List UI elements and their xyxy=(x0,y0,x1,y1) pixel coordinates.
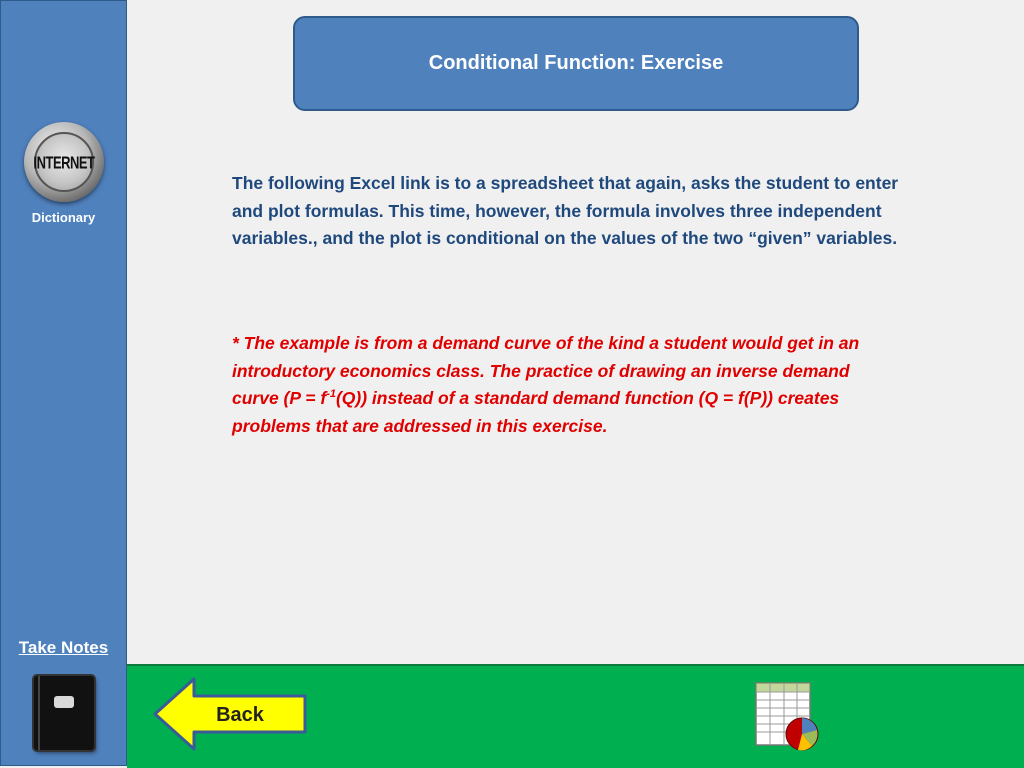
spreadsheet-icon[interactable] xyxy=(752,680,824,752)
take-notes-link[interactable]: Take Notes xyxy=(18,638,109,657)
notebook-icon[interactable] xyxy=(34,676,94,750)
note-text-start: * The example is from a demand curve of the kind a student would get in an introductory economics class. The practice of drawing an inverse demand curve (P = f xyxy=(232,333,860,408)
title-banner xyxy=(293,16,859,111)
note-superscript: -1 xyxy=(326,388,336,401)
dictionary-label[interactable]: Dictionary xyxy=(31,210,96,225)
description-paragraph: The following Excel link is to a spreadsheet that again, asks the student to enter and plot formulas. This time, however, the formula involves three independent variables., and the plot is conditional on the values of the two “given” variables. xyxy=(232,173,899,248)
internet-button-face xyxy=(34,132,94,192)
notebook-spine xyxy=(38,676,40,750)
page-title: Conditional Function: Exercise xyxy=(428,52,724,74)
internet-icon[interactable] xyxy=(24,122,104,202)
note-text-end: (Q)) instead of a standard demand function (Q = f(P)) creates problems that are addressed in this exercise. xyxy=(232,388,840,436)
internet-button-text: INTERNET xyxy=(33,151,95,173)
notebook-tab xyxy=(54,696,74,708)
back-button-label: Back xyxy=(216,704,264,726)
back-button[interactable] xyxy=(152,676,308,752)
example-note-paragraph xyxy=(232,330,872,440)
